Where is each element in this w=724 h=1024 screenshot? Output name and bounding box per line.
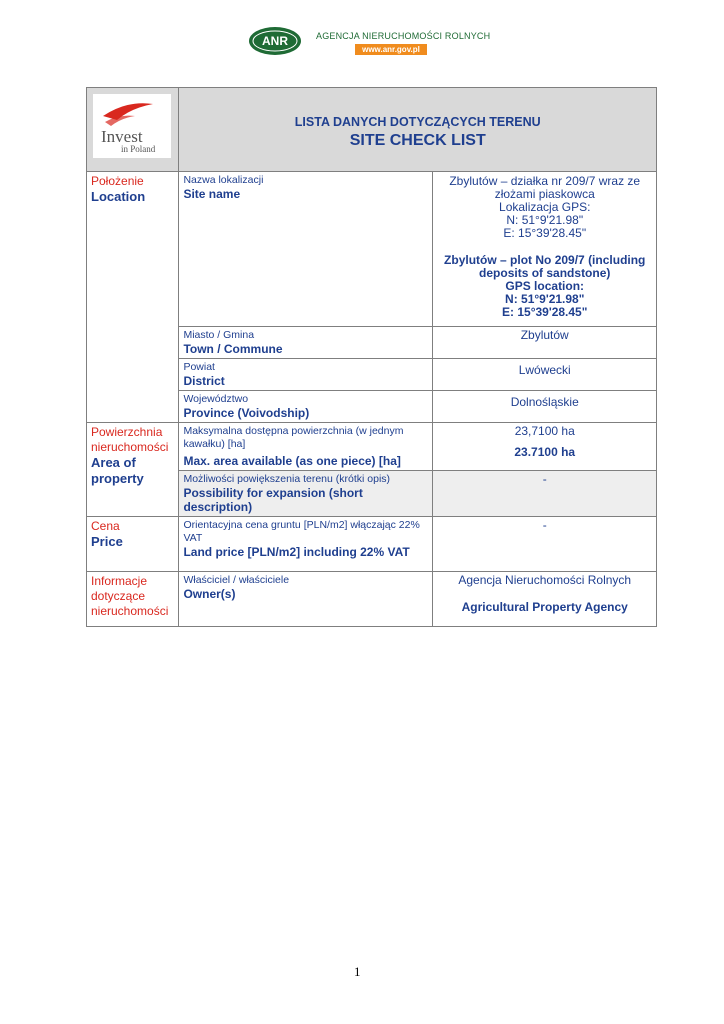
owner-section (87, 572, 179, 627)
site-name-label-pl: Nazwa lokalizacji (183, 174, 264, 186)
max-area-value-en: 23.7100 ha (514, 445, 576, 459)
area-section (87, 423, 179, 517)
owner-row (87, 572, 657, 627)
expansion-value: - (542, 472, 547, 486)
town-label-pl: Miasto / Gmina (183, 329, 255, 341)
site-value-en-2: deposits of sandstone) (479, 266, 611, 280)
location-label-pl: Położenie (91, 174, 144, 188)
owner-label-cell (179, 572, 433, 627)
max-area-value-cell (433, 423, 657, 471)
page-number: 1 (354, 964, 361, 979)
title-en: SITE CHECK LIST (349, 132, 486, 149)
land-price-label-pl: Orientacyjna cena gruntu [PLN/m2] włączając 22% VAT (183, 519, 420, 544)
invest-logo-cell (87, 88, 179, 172)
site-name-row (87, 172, 657, 327)
district-label-cell (179, 359, 433, 391)
province-label-en: Province (Voivodship) (183, 406, 310, 420)
title-pl: LISTA DANYCH DOTYCZĄCYCH TERENU (294, 115, 541, 129)
expansion-value-cell (433, 471, 657, 517)
site-name-value-cell (433, 172, 657, 327)
max-area-label-en: Max. area available (as one piece) [ha] (183, 454, 401, 468)
title-cell (179, 88, 657, 172)
invest-logo-line1: Invest (101, 127, 143, 146)
expansion-label-en: Possibility for expansion (short description) (183, 486, 363, 514)
town-value-cell (433, 327, 657, 359)
district-label-pl: Powiat (183, 361, 215, 373)
site-name-label-cell (179, 172, 433, 327)
price-section (87, 517, 179, 572)
title-row (87, 88, 657, 172)
land-price-value: - (542, 518, 547, 532)
province-label-cell (179, 391, 433, 423)
price-row (87, 517, 657, 572)
area-label-pl: Powierzchnia nieruchomości (91, 425, 169, 454)
site-name-label-en: Site name (183, 187, 241, 201)
price-label-en: Price (91, 534, 123, 549)
expansion-label-pl: Możliwości powiększenia terenu (krótki opis) (183, 473, 391, 485)
max-area-label-cell (179, 423, 433, 471)
agency-name: AGENCJA NIERUCHOMOŚCI ROLNYCH (316, 31, 491, 41)
site-value-pl-5: E: 15°39'28.45" (503, 226, 587, 240)
price-label-pl: Cena (91, 519, 120, 533)
site-check-table (86, 87, 657, 627)
town-label-en: Town / Commune (183, 342, 283, 356)
owner-value-pl: Agencja Nieruchomości Rolnych (458, 573, 632, 587)
site-value-pl-2: złożami piaskowca (494, 187, 595, 201)
land-price-label-cell (179, 517, 433, 572)
site-value-en-1: Zbylutów – plot No 209/7 (including (444, 253, 646, 267)
land-price-label-en: Land price [PLN/m2] including 22% VAT (183, 545, 410, 559)
district-value-cell (433, 359, 657, 391)
invest-logo-line2: in Poland (121, 144, 156, 154)
owner-value-cell (433, 572, 657, 627)
site-value-pl-3: Lokalizacja GPS: (499, 200, 591, 214)
max-area-label-pl: Maksymalna dostępna powierzchnia (w jednym kawałku) [ha] (183, 425, 404, 450)
province-value-cell (433, 391, 657, 423)
max-area-row (87, 423, 657, 471)
owner-section-label: Informacje dotyczące nieruchomości (91, 574, 169, 618)
invest-in-poland-logo (87, 88, 177, 166)
owner-label-en: Owner(s) (183, 587, 236, 601)
town-value: Zbylutów (520, 328, 569, 342)
expansion-label-cell (179, 471, 433, 517)
district-value: Lwówecki (518, 363, 571, 377)
site-value-en-3: GPS location: (505, 279, 585, 293)
site-value-pl-4: N: 51°9'21.98" (506, 213, 584, 227)
anr-logo (248, 26, 302, 56)
max-area-value-pl: 23,7100 ha (514, 424, 575, 438)
site-value-pl-1: Zbylutów – działka nr 209/7 wraz ze (449, 174, 641, 188)
district-label-en: District (183, 374, 225, 388)
owner-value-en: Agricultural Property Agency (461, 600, 628, 614)
province-value: Dolnośląskie (510, 395, 579, 409)
owner-label-pl: Właściciel / właściciele (183, 574, 290, 586)
location-section (87, 172, 179, 423)
site-value-en-5: E: 15°39'28.45" (502, 305, 588, 319)
area-label-en: Area of property (91, 455, 144, 486)
location-label-en: Location (91, 189, 146, 204)
land-price-value-cell (433, 517, 657, 572)
province-label-pl: Województwo (183, 393, 249, 405)
site-value-en-4: N: 51°9'21.98" (505, 292, 585, 306)
town-label-cell (179, 327, 433, 359)
agency-url[interactable]: www.anr.gov.pl (355, 44, 427, 55)
anr-logo-text: ANR (262, 34, 288, 48)
